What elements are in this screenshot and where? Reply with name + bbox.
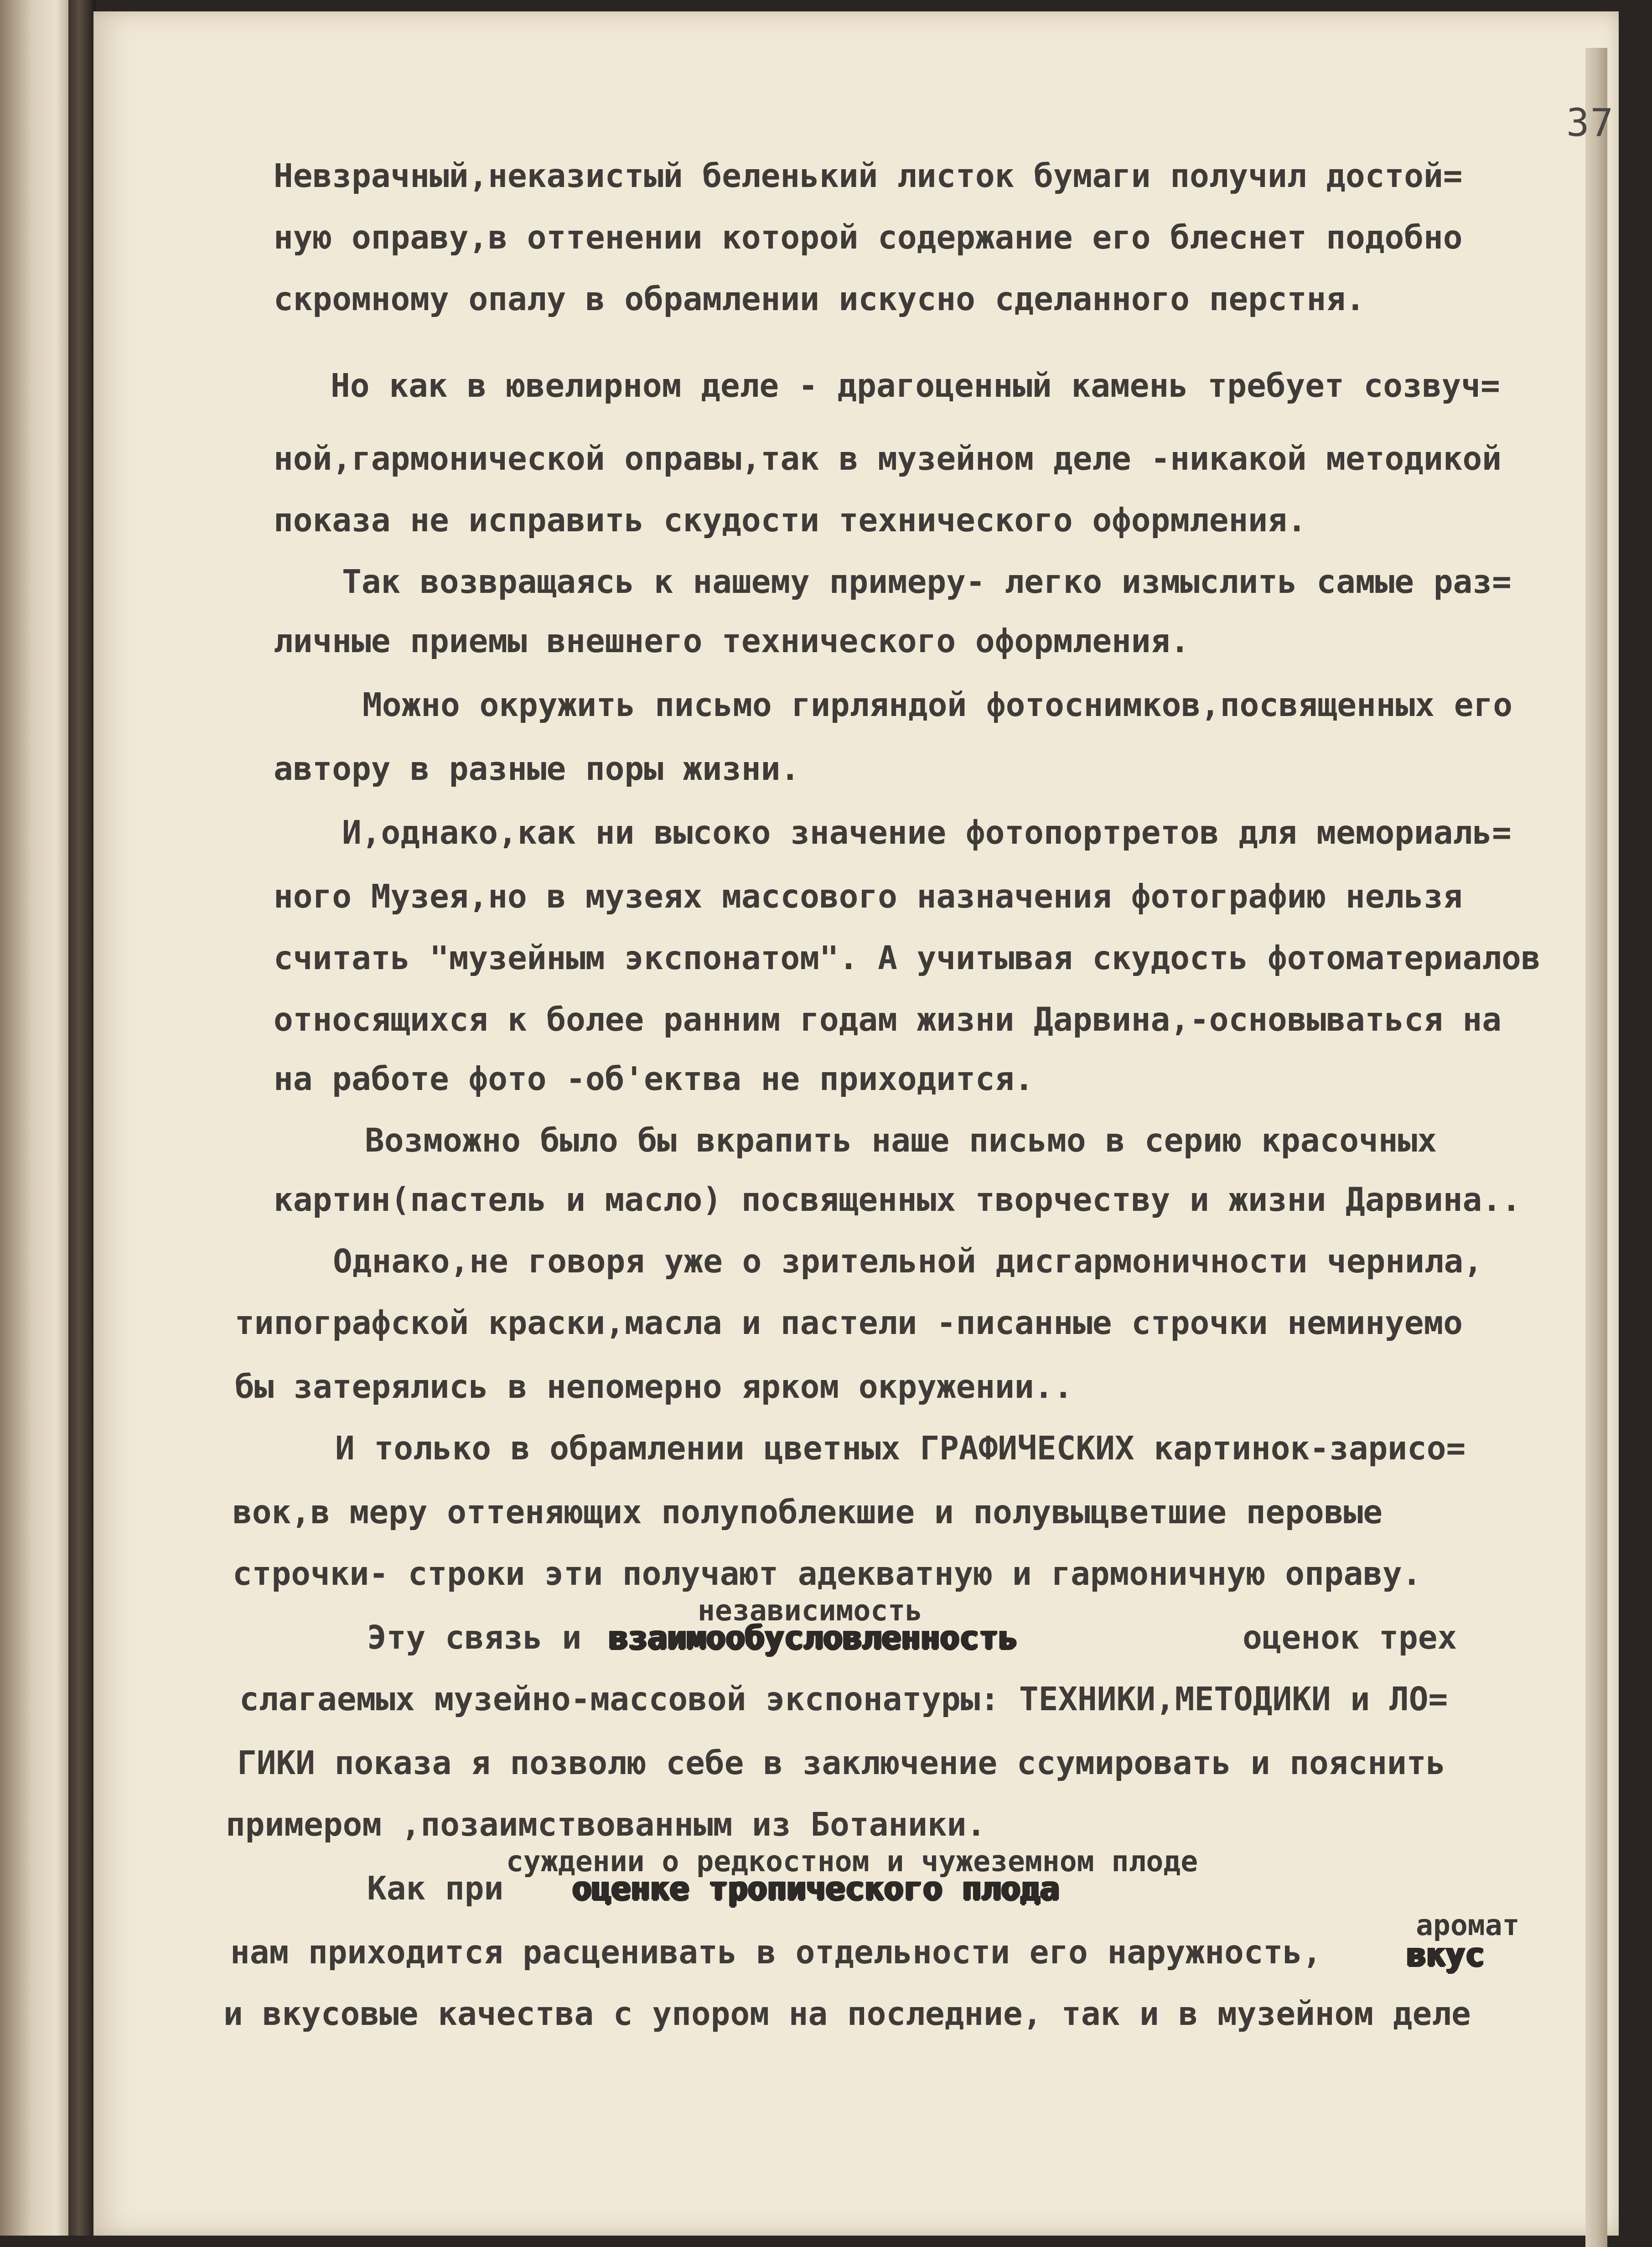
text-line: Так возвращаясь к нашему примеру- легко измыслить самые раз= (342, 563, 1512, 601)
text-line: Однако,не говоря уже о зрительной дисгармоничности чернила, (333, 1242, 1483, 1280)
text-line: относящихся к более ранним годам жизни Дарвина,-основываться на (274, 1001, 1502, 1038)
text-line: оценок трех (1243, 1619, 1457, 1656)
text-line: считать "музейным экспонатом". А учитывая скудость фотоматериалов (274, 939, 1541, 977)
text-line: типографской краски,масла и пастели -писанные строчки неминуемо (235, 1304, 1463, 1342)
text-line: ГИКИ показа я позволю себе в заключение ссумировать и пояснить (237, 1744, 1446, 1782)
text-line: слагаемых музейно-массовой экспонатуры: ТЕХНИКИ,МЕТОДИКИ и ЛО= (239, 1680, 1448, 1718)
struck-out-text: оценке тропического плода (572, 1869, 1060, 1907)
text-line: вок,в меру оттеняющих полупоблекшие и полувыцветшие перовые (233, 1493, 1383, 1531)
text-line: строчки- строки эти получают адекватную и гармоничную оправу. (233, 1555, 1422, 1593)
text-line: И,однако,как ни высоко значение фотопортретов для мемориаль= (342, 814, 1512, 851)
text-line: примером ,позаимствованным из Ботаники. (226, 1806, 986, 1843)
text-line: Возможно было бы вкрапить наше письмо в серию красочных (365, 1121, 1437, 1159)
text-line: показа не исправить скудости технического оформления. (274, 501, 1307, 539)
text-line: автору в разные поры жизни. (274, 750, 800, 788)
text-line: на работе фото -об'ектва не приходится. (274, 1060, 1034, 1098)
text-line: бы затерялись в непомерно ярком окружении.. (235, 1368, 1073, 1406)
inserted-word: независимость (698, 1594, 923, 1627)
text-line: ную оправу,в оттенении которой содержание его блеснет подобно (274, 218, 1463, 256)
text-line: и вкусовые качества с упором на последние, так и в музейном деле (223, 1995, 1471, 2033)
text-line: нам приходится расценивать в отдельности его наружность, (230, 1933, 1322, 1971)
document-page (93, 11, 1619, 2236)
struck-out-text: взаимообусловленность (609, 1619, 1018, 1656)
text-line: Как при (367, 1869, 504, 1907)
text-line: ного Музея,но в музеях массового назначения фотографию нельзя (274, 877, 1463, 915)
book-gutter (68, 0, 96, 2236)
text-line: скромному опалу в обрамлении искусно сделанного перстня. (274, 280, 1365, 318)
text-line: Невзрачный,неказистый беленький листок бумаги получил достой= (274, 157, 1463, 195)
struck-out-text: вкус (1407, 1936, 1485, 1973)
text-line: картин(пастель и масло) посвященных творчеству и жизни Дарвина.. (274, 1181, 1521, 1219)
inserted-word: aромат (1416, 1909, 1520, 1942)
page-stack-edge (1585, 48, 1607, 2247)
inserted-phrase: суждении о редкостном и чужеземном плоде (506, 1845, 1198, 1878)
text-line: И только в обрамлении цветных ГРАФИЧЕСКИХ картинок-зарисо= (335, 1429, 1466, 1467)
text-line: личные приемы внешнего технического оформления. (274, 622, 1190, 660)
text-line: Но как в ювелирном деле - драгоценный камень требует созвуч= (331, 367, 1500, 405)
left-page-edge (0, 0, 71, 2236)
text-line: Можно окружить письмо гирляндой фотоснимков,посвященных его (363, 686, 1512, 724)
text-line: Эту связь и (367, 1619, 582, 1656)
text-line: ной,гармонической оправы,так в музейном деле -никакой методикой (274, 440, 1502, 477)
page-number: 37 (1566, 100, 1615, 145)
